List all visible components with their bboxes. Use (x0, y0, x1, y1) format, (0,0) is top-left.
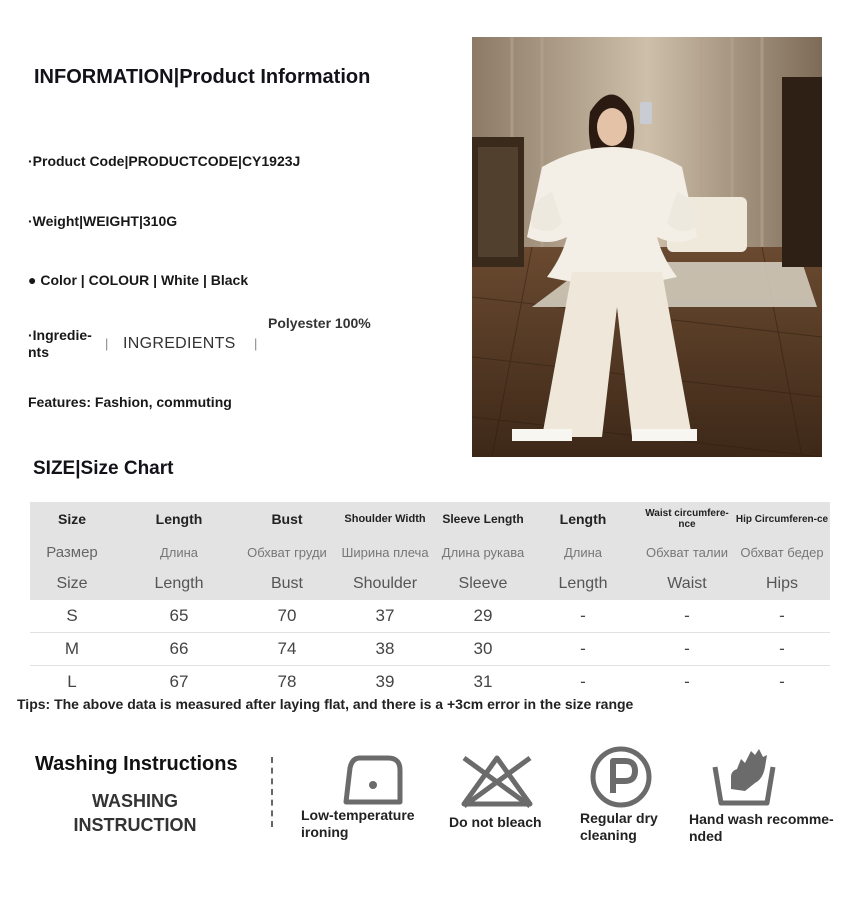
table-cell: - (580, 672, 586, 691)
table-cell: - (734, 600, 830, 633)
header-cell: Hips (734, 568, 830, 600)
header-cell: Размер (30, 536, 114, 568)
table-cell: - (640, 600, 734, 633)
header-cell: Sleeve (440, 568, 526, 600)
table-cell: - (779, 672, 785, 691)
table-cell: 65 (114, 600, 244, 633)
header-cell: Sleeve Length (440, 502, 526, 536)
header-cell: Size (30, 502, 114, 536)
table-row (30, 633, 830, 666)
product-features: Features: Fashion, commuting (28, 394, 232, 410)
header-cell: Size (30, 568, 114, 600)
ingredients-name: INGREDIENTS (123, 335, 236, 352)
product-weight: ·Weight|WEIGHT|310G (28, 213, 178, 229)
care-label-line: Low-temperature (301, 807, 415, 823)
header-cell: Waist (640, 568, 734, 600)
header-cell: Обхват бедер (734, 536, 830, 568)
ingredients-separator: | (254, 336, 258, 351)
header-cell: Длина рукава (440, 536, 526, 568)
header-row-russian (30, 536, 830, 568)
table-cell: M (30, 633, 114, 666)
header-cell: Длина (114, 536, 244, 568)
header-cell: Ширина плеча (330, 536, 440, 568)
product-photo (472, 37, 822, 457)
header-cell: Обхват талии (640, 536, 734, 568)
hand-wash-icon (711, 745, 777, 814)
size-chart-table (30, 502, 830, 698)
table-cell: 39 (375, 672, 395, 691)
ingredients-label: ·Ingredie-nts (28, 327, 92, 360)
no-bleach-icon (458, 752, 536, 815)
table-cell: L (67, 672, 77, 691)
size-tips: Tips: The above data is measured after laying flat, and there is a +3cm error in the size range (17, 696, 634, 712)
table-cell: - (640, 633, 734, 666)
header-row-english (30, 502, 830, 536)
header-cell: Waist circumfere-nce (640, 502, 734, 536)
washing-divider (271, 757, 273, 827)
header-cell: Length (526, 568, 640, 600)
care-label-line: Do not bleach (449, 814, 542, 830)
iron-icon (338, 752, 408, 812)
ingredients-separator: | (105, 336, 109, 351)
table-cell: 66 (114, 633, 244, 666)
product-code: ·Product Code|PRODUCTCODE|CY1923J (28, 153, 301, 169)
product-photo-illustration (472, 37, 822, 457)
table-cell: - (526, 633, 640, 666)
table-cell: - (526, 600, 640, 633)
header-cell: Length (526, 502, 640, 536)
header-cell: Hip Circumferen-ce (734, 502, 830, 536)
care-label-line: nded (689, 828, 723, 844)
header-cell: Bust (244, 568, 330, 600)
header-cell: Bust (244, 502, 330, 536)
washing-subtitle-line: INSTRUCTION (73, 815, 197, 835)
header-row-short (30, 568, 830, 600)
table-row (30, 600, 830, 633)
dry-clean-p-icon (589, 745, 653, 814)
care-label-line: cleaning (580, 827, 637, 843)
washing-subtitle (40, 789, 230, 837)
header-cell: Shoulder (330, 568, 440, 600)
table-cell: 31 (473, 672, 493, 691)
table-cell: - (684, 672, 690, 691)
washing-subtitle-line: WASHING (91, 791, 178, 811)
care-label-iron (301, 807, 415, 841)
header-cell: Shoulder Width (330, 502, 440, 536)
table-cell: 70 (244, 600, 330, 633)
care-label-dry-clean (580, 810, 658, 844)
table-cell: 67 (169, 672, 189, 691)
header-cell: Length (114, 568, 244, 600)
care-label-bleach (449, 814, 542, 831)
header-cell: Обхват груди (244, 536, 330, 568)
care-label-line: Regular dry (580, 810, 658, 826)
header-cell: Length (114, 502, 244, 536)
info-heading: INFORMATION|Product Information (34, 66, 371, 88)
ingredients-value: Polyester 100% (268, 315, 371, 331)
table-cell: S (30, 600, 114, 633)
care-label-line: Hand wash recomme- (689, 811, 834, 827)
table-cell: 29 (440, 600, 526, 633)
table-cell: 74 (244, 633, 330, 666)
table-cell: 38 (330, 633, 440, 666)
care-label-line: ironing (301, 824, 349, 840)
header-cell: Длина (526, 536, 640, 568)
table-row (30, 666, 830, 699)
washing-title: Washing Instructions (35, 753, 238, 775)
table-cell: 30 (440, 633, 526, 666)
table-cell: 37 (330, 600, 440, 633)
size-chart-title: SIZE|Size Chart (33, 458, 174, 479)
table-cell: - (734, 633, 830, 666)
table-cell: 78 (277, 672, 297, 691)
product-color: ● Color | COLOUR | White | Black (28, 272, 249, 288)
care-label-hand-wash (689, 811, 834, 845)
